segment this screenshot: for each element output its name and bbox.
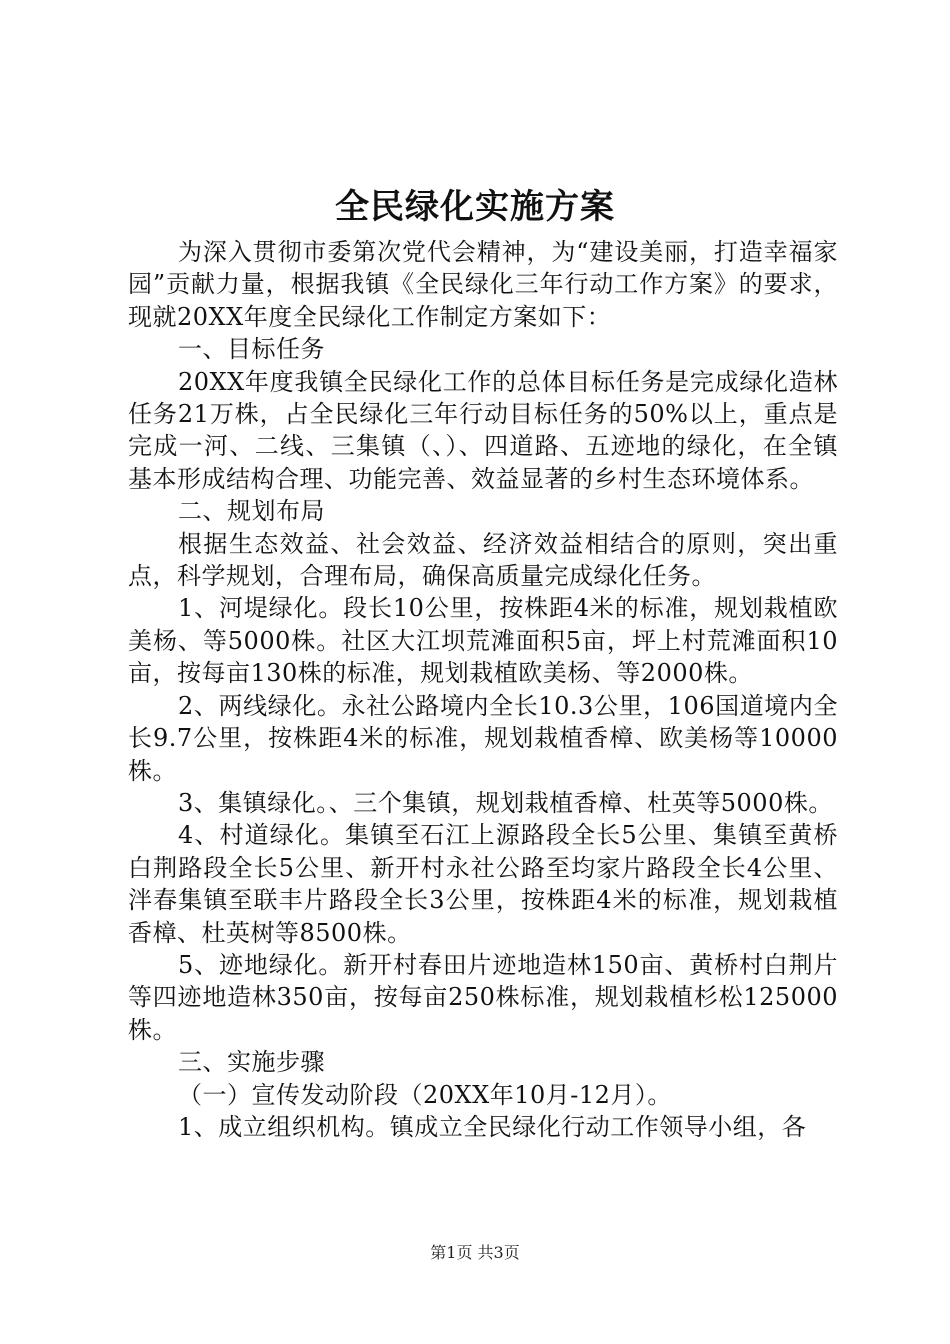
planning-paragraph: 根据生态效益、社会效益、经济效益相结合的原则，突出重点，科学规划，合理布局，确保高质量完成绿化任务。	[128, 529, 838, 591]
item-town-greening: 3、集镇绿化。、三个集镇，规划栽植香樟、杜英等5000株。	[178, 788, 833, 817]
section-heading-goals: 一、目标任务	[178, 335, 325, 364]
step-stage-one: （一）宣传发动阶段（20XX年10月-12月）。	[178, 1080, 672, 1109]
section-heading-planning: 二、规划布局	[178, 497, 325, 526]
page-footer: 第1页 共3页	[430, 1243, 520, 1262]
item-two-lines-greening: 2、两线绿化。永社公路境内全长10.3公里，106国道境内全长9.7公里，按株距4米的标准，规划栽植香樟、欧美杨等10000株。	[128, 691, 838, 785]
document-body	[128, 236, 838, 1143]
item-river-greening: 1、河堤绿化。段长10公里，按株距4米的标准，规划栽植欧美杨、等5000株。社区大江坝荒滩面积5亩，坪上村荒滩面积10亩，按每亩130株的标准，规划栽植欧美杨、等2000株。	[128, 594, 838, 688]
item-site-greening: 5、迹地绿化。新开村春田片迹地造林150亩、黄桥村白荆片等四迹地造林350亩，按每亩250株标准，规划栽植杉松125000株。	[128, 950, 838, 1044]
step-item-organization: 1、成立组织机构。镇成立全民绿化行动工作领导小组，各	[178, 1112, 807, 1141]
item-village-road-greening: 4、村道绿化。集镇至石江上源路段全长5公里、集镇至黄桥白荆路段全长5公里、新开村永社公路至均家片路段全长4公里、泮春集镇至联丰片路段全长3公里，按株距4米的标准，规划栽植香樟、杜英树等8500株。	[128, 821, 838, 947]
intro-paragraph: 为深入贯彻市委第次党代会精神，为“建设美丽，打造幸福家园”贡献力量，根据我镇《全民绿化三年行动工作方案》的要求，现就20XX年度全民绿化工作制定方案如下：	[128, 238, 838, 331]
section-heading-steps: 三、实施步骤	[178, 1048, 325, 1077]
goals-paragraph: 20XX年度我镇全民绿化工作的总体目标任务是完成绿化造林任务21万株，占全民绿化三年行动目标任务的50%以上，重点是完成一河、二线、三集镇（、）、四道路、五迹地的绿化，在全镇基本形成结构合理、功能完善、效益显著的乡村生态环境体系。	[128, 367, 838, 493]
document-title: 全民绿化实施方案	[335, 187, 615, 227]
